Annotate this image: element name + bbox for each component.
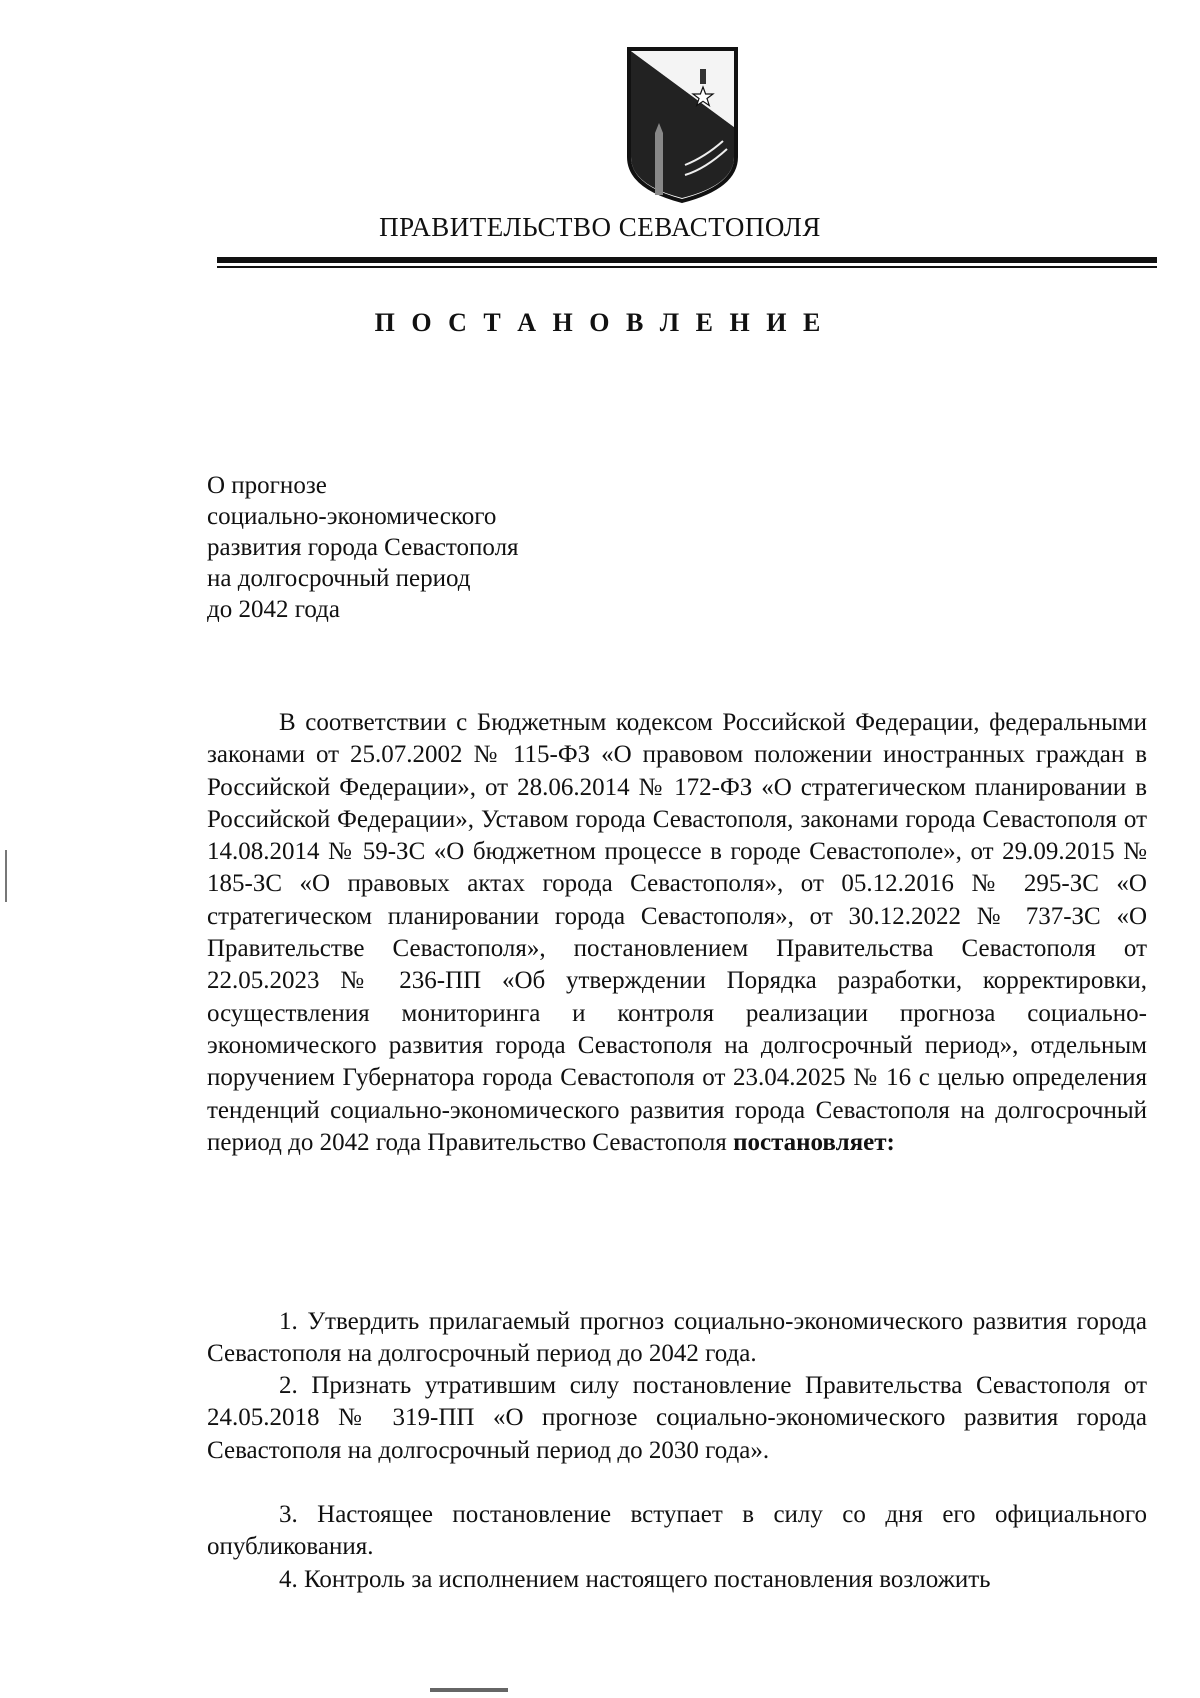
header-rule-thick <box>217 257 1157 263</box>
preamble-paragraph <box>207 707 1147 1159</box>
document-type-heading: П О С Т А Н О В Л Е Н И Е <box>374 308 826 337</box>
subject-line: на долгосрочный период <box>207 565 471 592</box>
clause-1: 1. Утвердить прилагаемый прогноз социально-экономического развития города Севастополя на долгосрочный период до 2042 года. <box>207 1308 1147 1368</box>
subject-line: до 2042 года <box>207 596 340 623</box>
clause-2: 2. Признать утратившим силу постановление Правительства Севастополя от 24.05.2018 № 319-ПП «О прогнозе социально-экономического развития города Севастополя на долгосрочный период до 2030 года». <box>207 1372 1147 1464</box>
decree-word: постановляет: <box>733 1128 895 1156</box>
government-title: ПРАВИТЕЛЬСТВО СЕВАСТОПОЛЯ <box>379 212 821 242</box>
clause-3: 3. Настоящее постановление вступает в силу со дня его официального опубликования. <box>207 1501 1147 1561</box>
coat-of-arms-icon <box>625 45 740 205</box>
subject-block <box>207 470 519 625</box>
header-rule-thin <box>217 266 1157 268</box>
preamble-text: В соответствии с Бюджетным кодексом Российской Федерации, федеральными законами от 25.07.2002 № 115-ФЗ «О правовом положении иностранных граждан в Российской Федерации», от 28.06.2014 № 172-ФЗ «О стратегическом планировании в Российской Федерации», Уставом города Севастополя, законами города Севастополя от 14.08.2014 № 59-ЗС «О бюджетном процессе в городе Севастополе», от 29.09.2015 № 185-ЗС «О правовых актах города Севастополя», от 05.12.2016 № 295-ЗС «О стратегическом планировании города Севастополя», от 30.12.2022 № 737-ЗС «О Правительстве Севастополя», постановлением Правительства Севастополя от 22.05.2023 № 236-ПП «Об утверждении Порядка разработки, корректировки, осуществления мониторинга и контроля реализации прогноза социально-экономического развития города Севастополя на долгосрочный период», отдельным поручением Губернатора города Севастополя от 23.04.2025 № 16 с целью определения тенденций социально-экономического развития города Севастополя на долгосрочный период до 2042 года Правительство Севастополя <box>207 709 1147 1156</box>
scan-artifact <box>5 850 7 902</box>
scan-artifact <box>430 1688 508 1692</box>
subject-line: О прогнозе <box>207 472 327 499</box>
subject-line: развития города Севастополя <box>207 534 519 561</box>
clause-4: 4. Контроль за исполнением настоящего постановления возложить <box>279 1566 991 1593</box>
subject-line: социально-экономического <box>207 503 497 530</box>
